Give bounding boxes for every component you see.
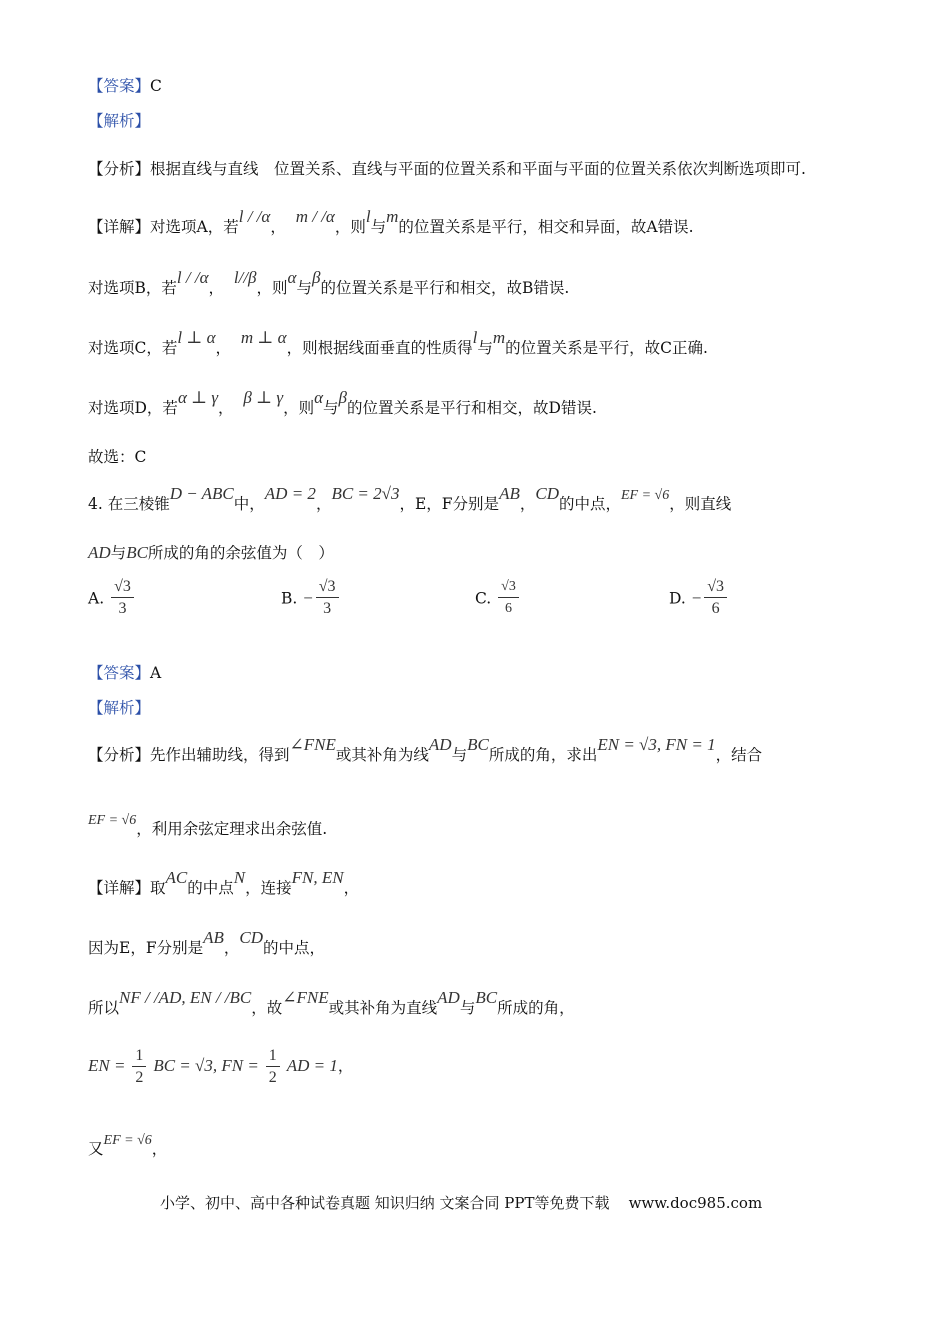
q3-answer-line bbox=[88, 75, 162, 97]
denominator: 2 bbox=[268, 1068, 277, 1086]
math: β ⊥ γ bbox=[243, 388, 284, 407]
option-label: A. bbox=[88, 589, 105, 608]
math: BC = √3, FN = bbox=[153, 1056, 259, 1075]
text: 所成的角的余弦值为（ ） bbox=[147, 544, 334, 562]
math: CD bbox=[239, 928, 263, 947]
text: ，则根据线面垂直的性质得 bbox=[286, 339, 473, 357]
text: 先作出辅助线，得到 bbox=[150, 746, 290, 764]
q4-detail-line-5 bbox=[88, 1133, 168, 1162]
math: l / /α bbox=[176, 268, 209, 287]
denominator: 3 bbox=[118, 600, 127, 617]
option-label: D. bbox=[669, 589, 686, 608]
q4-fenxi-line-2 bbox=[88, 813, 328, 842]
q4-stem-line-1 bbox=[88, 484, 732, 517]
footer-text: 小学、初中、高中各种试卷真题 知识归纳 文案合同 PPT等免费下载 bbox=[160, 1194, 610, 1212]
text: 的中点， bbox=[558, 495, 621, 513]
option-label: B. bbox=[281, 589, 298, 608]
text: ， bbox=[343, 879, 360, 897]
text: ，则 bbox=[256, 279, 288, 297]
text: 的中点， bbox=[263, 939, 326, 957]
text: 所以 bbox=[88, 999, 120, 1017]
detail-tag: 【详解】 bbox=[88, 218, 151, 236]
q3-detail-line-d bbox=[88, 388, 597, 419]
q3-analysis-heading bbox=[88, 110, 150, 132]
text: ，E，F分别是 bbox=[399, 495, 500, 513]
math: NF / /AD, EN / /BC bbox=[119, 988, 252, 1007]
q4-fenxi-line-1 bbox=[88, 735, 763, 766]
text: 又 bbox=[88, 1140, 104, 1158]
option-fraction bbox=[111, 577, 134, 620]
math: EN = √3, FN = 1 bbox=[597, 735, 716, 754]
text: 与 bbox=[296, 279, 312, 297]
text: 取 bbox=[150, 879, 166, 897]
text: 与 bbox=[477, 339, 493, 357]
text: 中， bbox=[233, 495, 265, 513]
text: ，则 bbox=[283, 399, 315, 417]
math: AD bbox=[428, 735, 452, 754]
math: m ⊥ α bbox=[240, 328, 287, 347]
option-d bbox=[669, 577, 729, 620]
q4-detail-line-3 bbox=[88, 988, 575, 1019]
option-sign: − bbox=[690, 588, 703, 608]
option-sign: − bbox=[302, 588, 314, 608]
text: 的位置关系是平行和相交，故D错误. bbox=[347, 399, 597, 417]
analysis-tag: 【解析】 bbox=[88, 112, 151, 130]
text: 因为E，F分别是 bbox=[88, 939, 204, 957]
text: 与 bbox=[323, 399, 339, 417]
text: ， bbox=[337, 1057, 354, 1075]
denominator: 3 bbox=[323, 600, 332, 617]
math: BC bbox=[126, 543, 148, 562]
denominator: 2 bbox=[135, 1068, 144, 1086]
text: ，结合 bbox=[715, 746, 763, 764]
math: l bbox=[365, 207, 371, 226]
text: ，连接 bbox=[245, 879, 292, 897]
math: AB bbox=[203, 928, 224, 947]
math: AC bbox=[165, 868, 188, 887]
numerator: √3 bbox=[111, 577, 134, 598]
text: ，则直线 bbox=[669, 495, 732, 513]
q4-detail-line-2 bbox=[88, 928, 326, 959]
text: ， bbox=[519, 495, 536, 513]
math: α ⊥ γ bbox=[177, 388, 219, 407]
option-fraction bbox=[316, 577, 339, 620]
q4-answer-line bbox=[88, 662, 161, 684]
q3-detail-line-a bbox=[88, 207, 694, 238]
math: EF = √6 bbox=[621, 488, 670, 503]
math: β bbox=[311, 268, 321, 287]
math: AD = 2 bbox=[264, 484, 316, 503]
text: 与 bbox=[459, 999, 476, 1017]
math: CD bbox=[535, 484, 559, 503]
math: m bbox=[492, 328, 506, 347]
option-c bbox=[475, 577, 521, 620]
fraction-half bbox=[266, 1046, 280, 1089]
numerator: 1 bbox=[132, 1046, 146, 1067]
math: BC bbox=[475, 988, 498, 1007]
text: 对选项B，若 bbox=[88, 279, 177, 297]
detail-tag: 【详解】 bbox=[88, 879, 151, 897]
q3-detail-line-c bbox=[88, 328, 708, 359]
math: N bbox=[233, 868, 246, 887]
text: 所成的角，求出 bbox=[488, 746, 598, 764]
text: ， bbox=[223, 939, 240, 957]
text: ，故 bbox=[251, 999, 283, 1017]
text: 与 bbox=[110, 544, 127, 562]
math: β bbox=[338, 388, 348, 407]
numerator: √3 bbox=[316, 577, 339, 598]
text: 的位置关系是平行，故C正确. bbox=[505, 339, 708, 357]
option-b bbox=[281, 577, 341, 620]
text: 对选项A，若 bbox=[150, 218, 239, 236]
math: m bbox=[386, 207, 399, 226]
math: l bbox=[472, 328, 478, 347]
math: AD bbox=[437, 988, 460, 1007]
q3-detail-line-b bbox=[88, 268, 570, 299]
text: ， bbox=[270, 218, 286, 236]
fenxi-tag: 【分析】 bbox=[88, 746, 151, 764]
math: AD bbox=[88, 543, 111, 562]
text: 所成的角， bbox=[497, 999, 575, 1017]
math: D − ABC bbox=[169, 484, 234, 503]
numerator: √3 bbox=[704, 577, 727, 598]
text: 4. 在三棱锥 bbox=[88, 495, 170, 513]
answer-value: C bbox=[150, 77, 162, 95]
math: l / /α bbox=[238, 207, 271, 226]
math: BC = 2√3 bbox=[331, 484, 400, 503]
text: 的位置关系是平行，相交和异面，故A错误. bbox=[398, 218, 694, 236]
math: α bbox=[314, 388, 324, 407]
text: 的中点 bbox=[187, 879, 234, 897]
numerator: 1 bbox=[266, 1046, 280, 1067]
answer-tag: 【答案】 bbox=[88, 77, 151, 95]
analysis-tag: 【解析】 bbox=[88, 699, 151, 717]
math: α bbox=[287, 268, 297, 287]
denominator: 6 bbox=[711, 600, 720, 617]
page-footer bbox=[160, 1192, 762, 1213]
text: 或其补角为线 bbox=[335, 746, 429, 764]
answer-value: A bbox=[150, 664, 162, 682]
text: 的位置关系是平行和相交，故B错误. bbox=[320, 279, 570, 297]
math: EN = bbox=[88, 1056, 126, 1075]
text: ， bbox=[215, 339, 232, 357]
math: m / /α bbox=[295, 207, 335, 226]
text: ，利用余弦定理求出余弦值. bbox=[136, 820, 328, 838]
fraction-half bbox=[132, 1046, 146, 1089]
math: BC bbox=[467, 735, 489, 754]
text: ， bbox=[315, 495, 332, 513]
text: ， bbox=[208, 279, 225, 297]
option-label: C. bbox=[475, 589, 492, 608]
math: FN, EN bbox=[291, 868, 344, 887]
math: ∠FNE bbox=[282, 988, 329, 1007]
answer-tag: 【答案】 bbox=[88, 664, 151, 682]
numerator: √3 bbox=[498, 577, 519, 598]
text: 对选项C，若 bbox=[88, 339, 178, 357]
text: ， bbox=[218, 399, 234, 417]
text: 与 bbox=[451, 746, 468, 764]
text: 对选项D，若 bbox=[88, 399, 178, 417]
math: l ⊥ α bbox=[177, 328, 216, 347]
text: ， bbox=[151, 1140, 168, 1158]
q4-detail-line-1 bbox=[88, 868, 360, 899]
text: 或其补角为直线 bbox=[328, 999, 438, 1017]
math: AD = 1 bbox=[286, 1056, 338, 1075]
option-fraction bbox=[498, 577, 519, 620]
math: EF = √6 bbox=[88, 813, 137, 828]
q3-fenxi-line bbox=[88, 158, 806, 180]
footer-url[interactable]: www.doc985.com bbox=[628, 1194, 763, 1212]
option-fraction bbox=[704, 577, 727, 620]
fenxi-tag: 【分析】 bbox=[88, 160, 151, 178]
q4-analysis-heading bbox=[88, 697, 150, 719]
math: EF = √6 bbox=[103, 1133, 152, 1148]
text: 与 bbox=[370, 218, 387, 236]
denominator: 6 bbox=[505, 601, 513, 616]
text: ，则 bbox=[334, 218, 366, 236]
math: AB bbox=[499, 484, 520, 503]
q4-stem-line-2 bbox=[88, 542, 334, 564]
fenxi-text: 根据直线与直线 位置关系、直线与平面的位置关系和平面与平面的位置关系依次判断选项即可. bbox=[150, 160, 806, 178]
math: l//β bbox=[233, 268, 257, 287]
q3-conclusion: 故选：C bbox=[88, 448, 147, 466]
math: ∠FNE bbox=[289, 735, 336, 754]
q4-detail-line-4 bbox=[88, 1045, 353, 1089]
option-a bbox=[88, 577, 136, 620]
